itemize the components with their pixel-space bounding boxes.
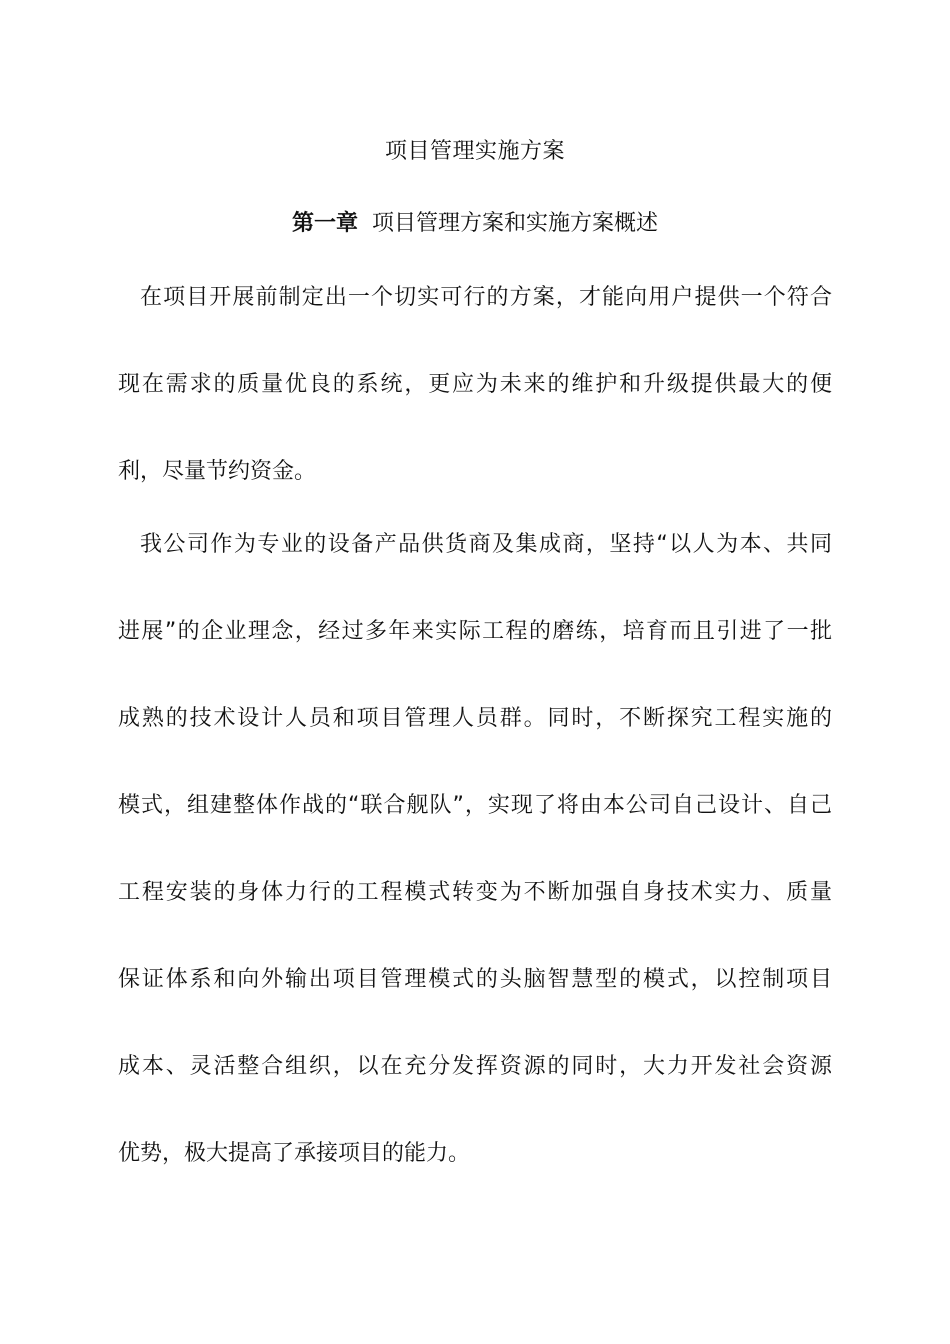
- document-title: 项目管理实施方案: [384, 139, 565, 164]
- paragraph-line: 成熟的技术设计人员和项目管理人员群。同时，不断探究工程实施的: [118, 706, 832, 731]
- paragraph-line: 成本、灵活整合组织，以在充分发挥资源的同时，大力开发社会资源: [118, 1054, 832, 1079]
- paragraph-line: 现在需求的质量优良的系统，更应为未来的维护和升级提供最大的便: [118, 372, 832, 397]
- paragraph-intro: [118, 280, 832, 541]
- paragraph-line: 我公司作为专业的设备产品供货商及集成商，坚持“以人为本、共同: [140, 532, 832, 557]
- paragraph-line: 保证体系和向外输出项目管理模式的头脑智慧型的模式，以控制项目: [118, 967, 832, 992]
- paragraph-line: 工程安装的身体力行的工程模式转变为不断加强自身技术实力、质量: [118, 880, 832, 905]
- chapter-number: 第一章: [291, 211, 358, 236]
- paragraph-line: 利，尽量节约资金。: [118, 459, 317, 484]
- paragraph-line: 优势，极大提高了承接项目的能力。: [118, 1141, 471, 1166]
- paragraph-line: 模式，组建整体作战的“联合舰队”，实现了将由本公司自己设计、自己: [118, 793, 832, 818]
- paragraph-company: [118, 527, 832, 1223]
- paragraph-line: 进展”的企业理念，经过多年来实际工程的磨练，培育而且引进了一批: [118, 619, 832, 644]
- chapter-heading: [0, 206, 950, 242]
- paragraph-line: 在项目开展前制定出一个切实可行的方案，才能向用户提供一个符合: [140, 285, 832, 310]
- chapter-title: 项目管理方案和实施方案概述: [372, 211, 659, 236]
